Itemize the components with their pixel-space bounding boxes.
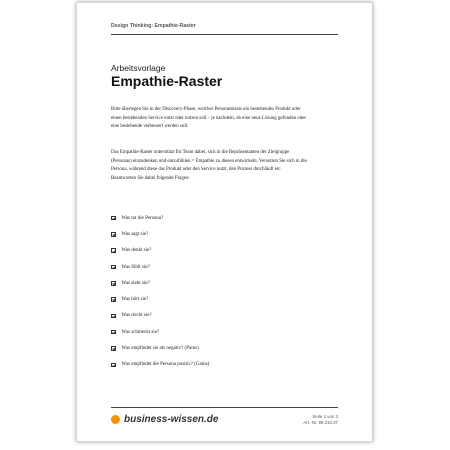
- checklist-item-label: Was empfindet sie als negativ? (Pains): [121, 346, 199, 352]
- checkbox-icon: [111, 363, 116, 368]
- checkbox-icon: [111, 265, 116, 270]
- checklist-item: [111, 259, 209, 275]
- checklist-item-label: Was sieht sie?: [121, 280, 150, 286]
- page-info: [303, 414, 338, 426]
- checklist-item-label: Was schmeckt sie?: [121, 329, 160, 335]
- checkbox-icon: [111, 346, 116, 351]
- logo-text: business-wissen.de: [124, 414, 219, 425]
- checklist-item: [111, 226, 209, 242]
- intro-paragraph: Bitte überlegen Sie in der Discovery-Phase, welcher Personenkreis ein bestehendes Produkt oder einen bestehenden Service nutzt oder nutzen soll – je nachdem, ob eine neue Lösung gefunden oder eine bestehende verbessert werden soll.: [111, 107, 307, 129]
- document-title: Empathie-Raster: [111, 73, 223, 89]
- checkbox-icon: [111, 248, 116, 253]
- checkbox-icon: [111, 281, 116, 286]
- document-kicker: Arbeitsvorlage: [111, 63, 166, 73]
- footer-divider: [111, 407, 338, 408]
- page-header: Design Thinking: Empathie-Raster: [111, 23, 196, 29]
- checkbox-icon: [111, 216, 116, 221]
- brand-logo: [111, 414, 218, 425]
- checkbox-icon: [111, 297, 116, 302]
- article-number: Art.-Nr. 99.210.37: [303, 420, 338, 425]
- logo-dot-icon: [111, 415, 120, 424]
- checklist-item-label: Was tut die Persona?: [121, 215, 164, 221]
- question-checklist: [111, 210, 209, 373]
- checklist-item: [111, 340, 209, 356]
- checklist-item-label: Was empfindet die Persona positiv? (Gains): [121, 362, 210, 368]
- checklist-item: [111, 357, 209, 373]
- checklist-item: [111, 291, 209, 307]
- checkbox-icon: [111, 330, 116, 335]
- checklist-item-label: Was riecht sie?: [121, 313, 152, 319]
- page-number: Seite 1 von 3: [312, 414, 338, 419]
- checkbox-icon: [111, 314, 116, 319]
- checklist-item-label: Was fühlt sie?: [121, 264, 150, 270]
- checklist-item-label: Was hört sie?: [121, 297, 149, 303]
- checklist-item: [111, 308, 209, 324]
- method-paragraph: Das Empathie-Raster unterstützt Ihr Team dabei, sich in die Repräsentanten der Zielgruppe (Personas) einzudenken und einzufühlen = Empathie zu diesen entwickeln. Versetzen Sie sich in die Persona, während diese das Produkt oder den Service nutzt, den Prozess durchläuft etc. Beantworten Sie dabei folgende Fragen:: [111, 150, 307, 181]
- checkbox-icon: [111, 232, 116, 237]
- header-divider: [111, 34, 338, 35]
- checklist-item-label: Was denkt sie?: [121, 248, 152, 254]
- document-page: [76, 2, 373, 442]
- checklist-item: [111, 324, 209, 340]
- checklist-item: [111, 275, 209, 291]
- checklist-item: [111, 243, 209, 259]
- checklist-item: [111, 210, 209, 226]
- checklist-item-label: Was sagt sie?: [121, 231, 149, 237]
